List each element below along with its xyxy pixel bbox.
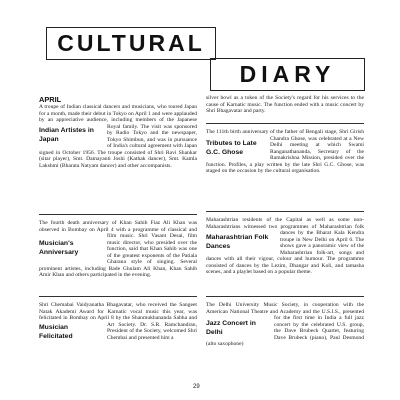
musician-felicitated-label: Musician Felicitated bbox=[39, 324, 73, 340]
label-spacer bbox=[39, 302, 107, 345]
divider bbox=[206, 123, 364, 124]
maharashtrian-folk-text bbox=[206, 217, 364, 291]
tributes-label: Tributes to Late G.C. Ghose bbox=[206, 140, 257, 156]
indian-artistes-text bbox=[39, 104, 197, 208]
label-spacer bbox=[206, 217, 280, 255]
divider bbox=[39, 296, 197, 297]
musician-felicitated-text bbox=[39, 302, 197, 378]
tributes-body: The 111th birth anniversary of the father of Bengali stage, Shri Girish Chandra Ghose, was celebrated at a New Delhi meeting at which Swami Ranganathananda, Secretary of the Ramakrishna Mission, presided over the function. Profiles, a play written by the late Shri G.C. Ghose, was staged on the occasion by the cultural organisation. bbox=[206, 129, 364, 174]
indian-artistes-continued-body: silver bowl as a token of the Society's regard for his services to the cause of Karnatic music. The function ended with a music concert by Shri Bhagavatar and party. bbox=[206, 95, 364, 114]
maharashtrian-folk-label: Maharashtrian Folk Dances bbox=[206, 234, 269, 250]
indian-artistes-body: A troupe of Indian classical dancers and musicians, who toured Japan for a month, made their debut in Tokyo on April 1 and were applauded by an appreciative audience, including members of the Japanese Royal family. The visit was sponsored by Radio Tokyo and the newspaper, Tokyo Shimbun, and was in pursuance of India's cultural agreement with Japan signed in October 1956. The troupe consisted of Shri Ravi Shankar (sitar player), Smt. Damayanti Joshi (Kathak dancer), Smt. Kamla Lakshmi (Bharata Natyam dancer) and other accompanists. bbox=[39, 104, 197, 169]
musicians-anniversary-body: The fourth death anniversary of Khan Sahib Fiaz Ali Khan was observed in Bombay on April 4 with a programme of classical and film music. Shri Vasant Desai, film music director, who presided over the function, said that Khan Sahib was one of the greatest exponents of the Patiala Gharana style of singing. Several prominent artistes, including Bade Ghulam Ali Khan, Khan Sahib Amir Khan and others participated in the evening. bbox=[39, 220, 197, 278]
divider bbox=[206, 296, 364, 297]
jazz-concert-label: Jazz Concert in Delhi bbox=[206, 320, 256, 336]
page-number: 29 bbox=[193, 384, 200, 390]
jazz-concert-text bbox=[206, 302, 364, 378]
divider bbox=[39, 214, 197, 215]
label-spacer bbox=[206, 129, 270, 161]
label-spacer bbox=[206, 302, 274, 341]
divider bbox=[206, 211, 364, 212]
indian-artistes-continued bbox=[206, 95, 364, 119]
musicians-anniversary-label: Musician's Anniversary bbox=[39, 240, 79, 256]
indian-artistes-label: Indian Artistes in Japan bbox=[39, 127, 94, 143]
musicians-anniversary-text bbox=[39, 220, 197, 292]
april-heading: APRIL bbox=[39, 95, 62, 104]
label-spacer bbox=[39, 220, 107, 261]
title-diary: DIARY bbox=[210, 58, 365, 91]
tributes-text bbox=[206, 129, 364, 205]
musician-felicitated-body: Shri Chemabai Vaidyanatha Bhagavatar, who received the Sangeet Natak Akademi Award for Karnatic vocal music this year, was felicitated in Bombay on April 8 by the Shanmukhananda Sabha and Art Society. Dr. S.R. Ramchandran, President of the Society, welcomed Shri Chembai and presented him a bbox=[39, 302, 197, 341]
title-cultural: CULTURAL bbox=[46, 27, 216, 60]
label-spacer bbox=[39, 104, 107, 148]
maharashtrian-folk-body: Maharashtrian residents of the Capital as well as some non-Maharashtrians witnessed two programmes of Maharashtrian folk dances by the Bharat Kala Kendra troupe in New Delhi on April 6. The shows gave a panoramic view of the Maharashtrian folk-art, songs and dances with all their vigour, colour and humour. The programme consisted of dances by the Lezim, Dhangar and Koli, and tamasha scenes, and a playlet based on a popular theme. bbox=[206, 217, 364, 275]
jazz-concert-body: The Delhi University Music Society, in cooperation with the American National Theatre and Academy and the U.S.I.S., presented for the first time in India a full jazz concert by the celebrated U.S. group, the Dave Brubeck Quartet, featuring Dave Brubeck (piano), Paul Desmond (alto saxophone) bbox=[206, 302, 364, 347]
